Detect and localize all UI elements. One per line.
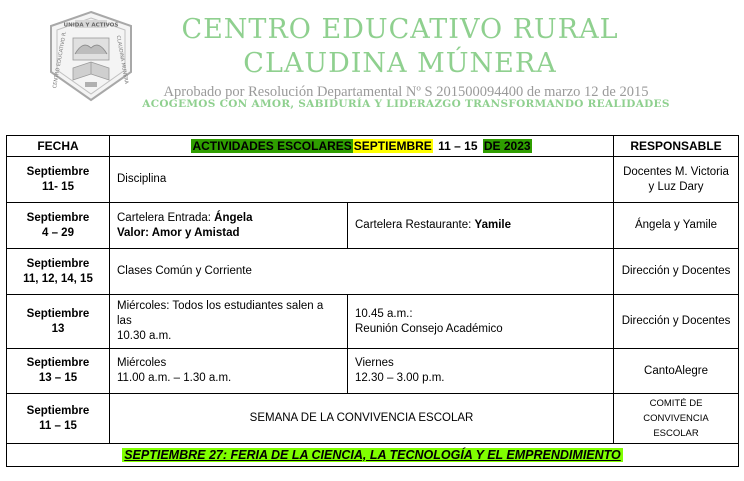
science-fair-notice: SEPTIEMBRE 27: FERIA DE LA CIENCIA, LA TECNOLOGÍA Y EL EMPRENDIMIENTO [7,444,739,467]
row-responsible: CantoAlegre [614,349,739,394]
row-activity: Clases Común y Corriente [110,249,614,295]
table-header-row [7,136,739,157]
row-activity-left: Miércoles: Todos los estudiantes salen a las 10.30 a.m. [110,295,348,349]
activities-schedule-table [6,135,739,467]
row-date: Septiembre 4 – 29 [7,203,110,249]
table-row [7,249,739,295]
row-responsible: Dirección y Docentes [614,295,739,349]
row-activity-left: Miércoles 11.00 a.m. – 1.30 a.m. [110,349,348,394]
school-title-line2: CLAUDINA MÚNERA [243,48,557,79]
row-date: Septiembre 13 [7,295,110,349]
row-activity-right: 10.45 a.m.: Reunión Consejo Académico [348,295,614,349]
table-row [7,295,739,349]
row-date: Septiembre 13 – 15 [7,349,110,394]
school-title-line1: CENTRO EDUCATIVO RURAL [181,14,619,45]
responsable-header: RESPONSABLE [614,136,739,157]
table-row [7,349,739,394]
table-footer-row [7,444,739,467]
school-motto: ACOGEMOS CON AMOR, SABIDURÍA Y LIDERAZGO TRANSFORMANDO REALIDADES [142,98,670,110]
activities-header-month: SEPTIEMBRE [353,138,432,153]
school-crest-logo [45,10,137,102]
activities-header [110,136,614,157]
row-date: Septiembre 11, 12, 14, 15 [7,249,110,295]
table-row [7,394,739,444]
fecha-header: FECHA [7,136,110,157]
logo-right-text: CLAUDINA MUNERA [114,35,130,85]
row-date: Septiembre 11 – 15 [7,394,110,444]
row-activity-left: Cartelera Entrada: Ángela Valor: Amor y Amistad [110,203,348,249]
activities-header-range: 11 – 15 [438,138,478,153]
row-responsible: Docentes M. Victoria y Luz Dary [614,157,739,203]
row-responsible: Ángela y Yamile [614,203,739,249]
row-activity: Disciplina [110,157,614,203]
activities-header-year: DE 2023 [483,138,531,153]
table-row [7,203,739,249]
row-responsible: COMITÉ DE CONVIVENCIA ESCOLAR [614,394,739,444]
approval-resolution: Aprobado por Resolución Departamental Nº S 201500094400 de marzo 12 de 2015 [163,84,649,100]
table-row [7,157,739,203]
row-date: Septiembre 11- 15 [7,157,110,203]
logo-left-text: CENTRO EDUCATIVO R. [52,30,68,89]
row-activity: SEMANA DE LA CONVIVENCIA ESCOLAR [110,394,614,444]
activities-header-part1: ACTIVIDADES ESCOLARES [192,138,352,153]
logo-top-text: UNIDA Y ACTIVOS [63,22,119,29]
row-responsible: Dirección y Docentes [614,249,739,295]
row-activity-right: Viernes 12.30 – 3.00 p.m. [348,349,614,394]
row-activity-right: Cartelera Restaurante: Yamile [348,203,614,249]
